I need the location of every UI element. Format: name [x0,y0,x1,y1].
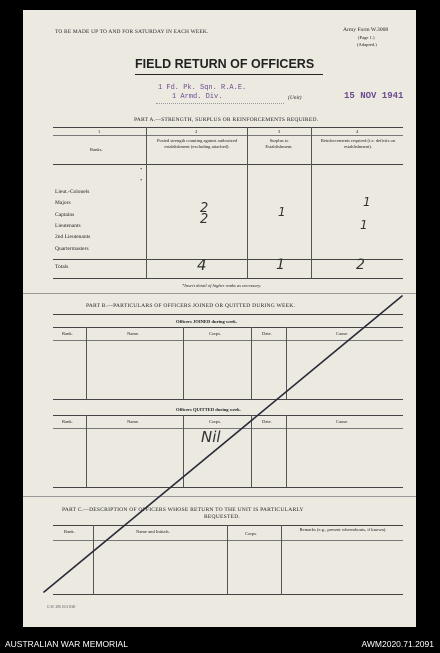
footer-left: AUSTRALIAN WAR MEMORIAL [5,639,128,649]
rank-label: 2nd Lieutenants [55,234,91,240]
col-header-reinforcements: Reinforcements required (i.e. deficits on establishment). [320,138,396,149]
unit-label: (Unit) [288,95,302,101]
quitted-col-cause: Cause. [336,419,349,424]
part-b-heading: PART B.—PARTICULARS OF OFFICERS JOINED OR QUITTED DURING WEEK. [86,303,296,309]
rank-insert-marker: * [140,178,143,183]
part-a-footnote: *Insert detail of higher ranks as necessary. [182,283,262,288]
col-number: 2 [195,129,198,134]
reinforcements-totals: 2 [356,257,365,273]
form-adapted: (Adapted.) [357,42,377,47]
part-c-col-rank: Rank. [64,529,75,534]
rank-insert-marker: * [140,167,143,172]
posted-captains: 2 [200,201,209,216]
quitted-col-rank: Rank. [62,419,73,424]
form-id: Army Form W.3008 [343,27,389,33]
joined-title: Officers JOINED during week. [176,319,237,324]
date-stamp: 15 NOV 1941 [344,91,404,101]
rank-label: Lieutenants [55,223,81,229]
col-number: 3 [278,129,281,134]
posted-lieutenants: 2 [200,212,209,227]
reinforcements-lieutenants: 1 [360,218,368,232]
part-c-col-corps: Corps. [245,531,258,536]
joined-col-cause: Cause. [336,331,349,336]
surplus-captains: 1 [278,205,286,219]
quitted-col-date: Date. [262,419,272,424]
part-c-col-name: Name and Initials. [136,529,170,534]
top-note: TO BE MADE UP TO AND FOR SATURDAY IN EACH WEEK. [55,29,209,35]
col-header-posted: Posted strength counting against authorized establishment (excluding attached). [156,138,238,149]
footer-right: AWM2020.71.2091 [361,639,434,649]
rank-label: Majors [55,200,71,206]
rank-label: Lieut.-Colonels [55,189,90,195]
surplus-totals: 1 [276,257,285,273]
joined-col-date: Date. [262,331,272,336]
rank-label: Captains [55,212,75,218]
part-c-heading-line1: PART C.—DESCRIPTION OF OFFICERS WHOSE RETURN TO THE UNIT IS PARTICULARLY [62,507,304,513]
quitted-title: Officers QUITTED during week. [176,407,241,412]
posted-totals: 4 [197,256,207,274]
col-header-ranks: Ranks. [90,147,103,152]
quitted-col-corps: Corps. [209,419,222,424]
part-c-col-remarks: Remarks (e.g., present whereabouts, if known). [299,527,387,532]
quitted-col-name: Name. [127,419,140,424]
unit-stamp-line1: 1 Fd. Pk. Sqn. R.A.E. [158,84,247,92]
rank-label: Quartermasters [55,246,89,252]
printer-mark: G.W. 286 10/4 8/40 [47,605,76,609]
quitted-nil-entry: Nil [201,428,221,446]
part-a-heading: PART A.—STRENGTH, SURPLUS OR REINFORCEMENTS REQUIRED. [134,117,319,123]
joined-col-rank: Rank. [62,331,73,336]
form-page: (Page 1.) [358,35,375,40]
unit-stamp-line2: 1 Armd. Div. [172,93,223,101]
page-title: FIELD RETURN OF OFFICERS [135,57,315,71]
reinforcements-majors: 1 [363,195,371,209]
col-header-surplus: Surplus to Establishment. [265,138,293,149]
joined-col-name: Name. [127,331,140,336]
col-number: 4 [356,129,359,134]
joined-col-corps: Corps. [209,331,222,336]
rank-label-totals: Totals [55,264,69,270]
col-number: 1 [98,129,101,134]
part-c-heading-line2: REQUESTED. [204,514,241,520]
